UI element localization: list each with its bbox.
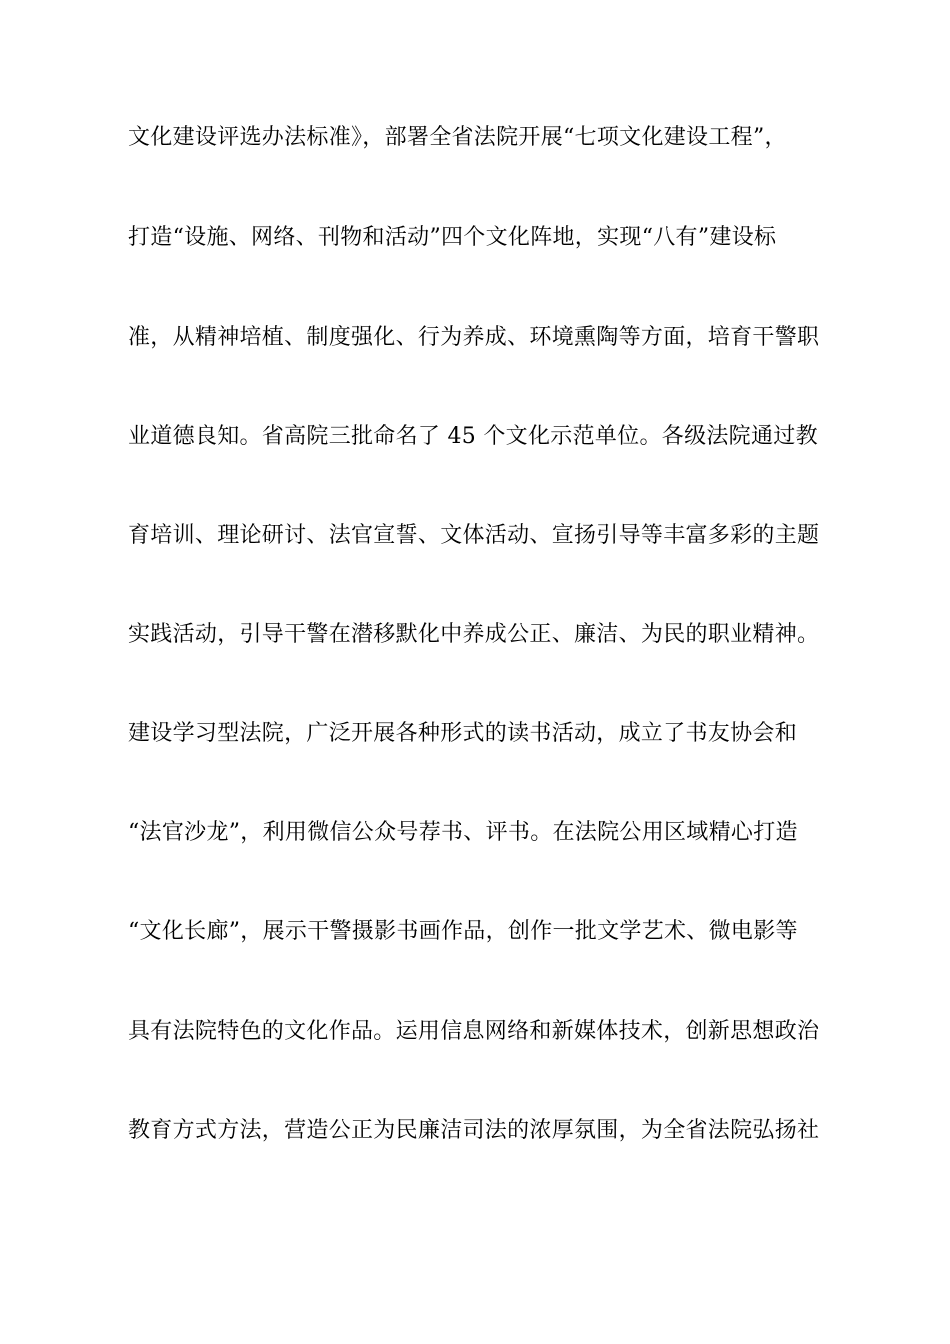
body-text-line: 建设学习型法院，广泛开展各种形式的读书活动，成立了书友协会和 bbox=[128, 721, 798, 746]
body-text-line: 业道德良知。省高院三批命名了 45 个文化示范单位。各级法院通过教 bbox=[128, 424, 818, 449]
body-text-line: 教育方式方法，营造公正为民廉洁司法的浓厚氛围，为全省法院弘扬社 bbox=[128, 1118, 820, 1143]
body-text-line: “文化长廊”，展示干警摄影书画作品，创作一批文学艺术、微电影等 bbox=[128, 919, 798, 944]
body-text-line: 育培训、理论研讨、法官宣誓、文体活动、宣扬引导等丰富多彩的主题 bbox=[128, 523, 820, 548]
body-text-line: 具有法院特色的文化作品。运用信息网络和新媒体技术，创新思想政治 bbox=[128, 1019, 820, 1044]
body-text-line: 实践活动，引导干警在潜移默化中养成公正、廉洁、为民的职业精神。 bbox=[128, 622, 820, 647]
body-text-line: 打造“设施、网络、刊物和活动”四个文化阵地，实现“八有”建设标 bbox=[128, 225, 777, 250]
body-text-line: 准，从精神培植、制度强化、行为养成、环境熏陶等方面，培育干警职 bbox=[128, 325, 820, 350]
body-text-line: 文化建设评选办法标准》，部署全省法院开展“七项文化建设工程”， bbox=[128, 125, 787, 150]
body-text-line: “法官沙龙”，利用微信公众号荐书、评书。在法院公用区域精心打造 bbox=[128, 820, 798, 845]
